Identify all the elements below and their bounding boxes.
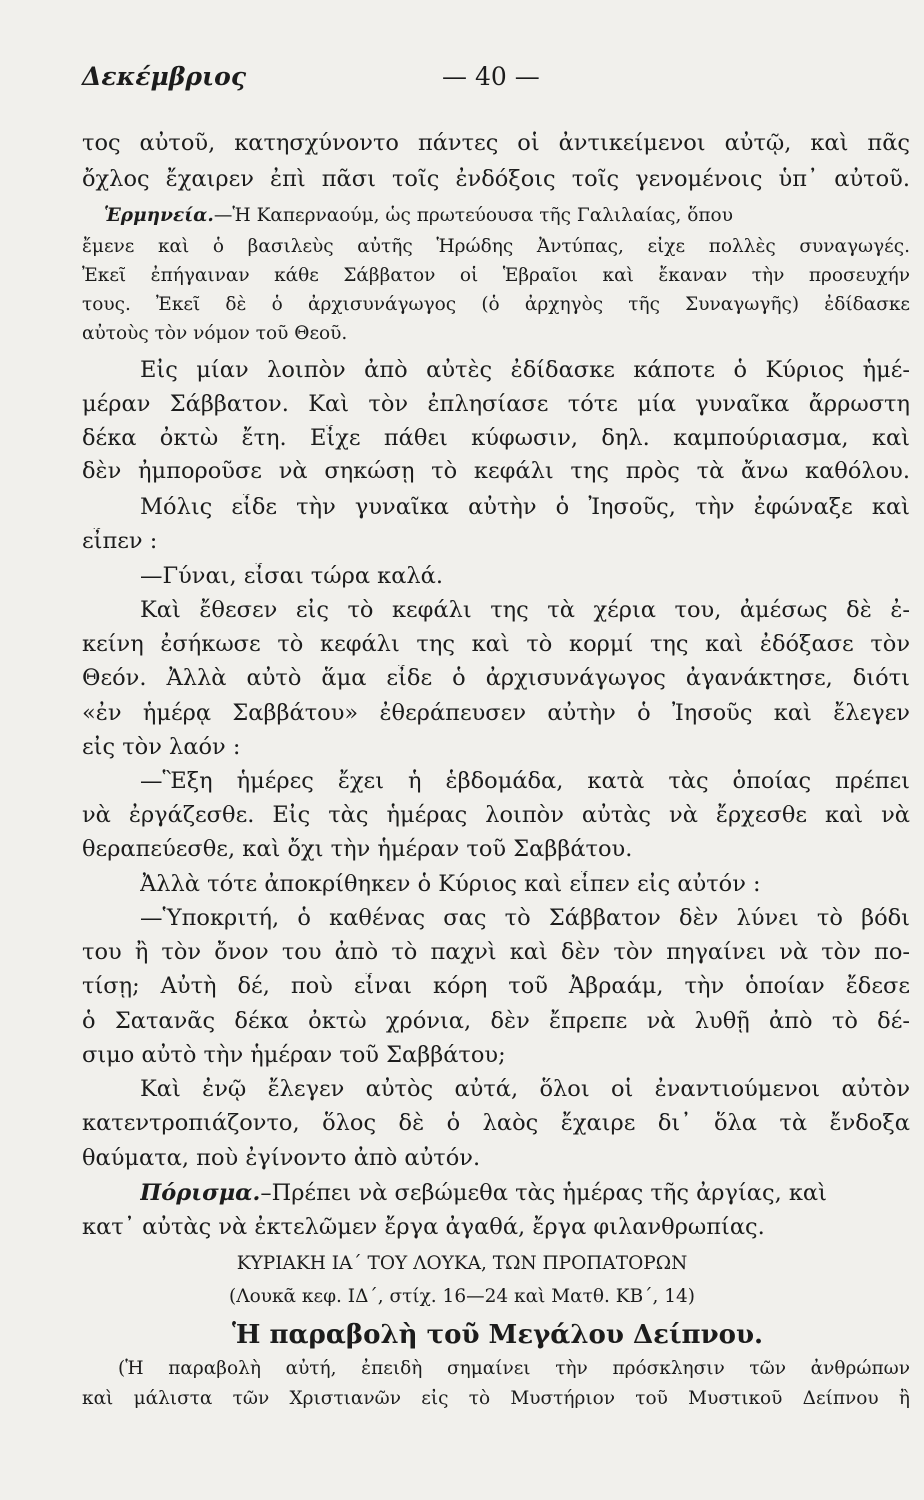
text-line: ἔμενε καὶ ὁ βασιλεὺς αὐτῆς Ἡρώδης Ἀντύπας, εἶχε πολλὲς συναγωγές.	[82, 236, 910, 257]
text-line: μέραν Σάββατον. Καὶ τὸν ἐπλησίασε τότε μία γυναῖκα ἄρρωστη	[82, 391, 910, 417]
text-line: καὶ μάλιστα τῶν Χριστιανῶν εἰς τὸ Μυστήριον τοῦ Μυστικοῦ Δείπνου ἢ	[82, 1388, 910, 1409]
text-line: Καὶ ἐνῷ ἔλεγεν αὐτὸς αὐτά, ὅλοι οἱ ἐναντιούμενοι αὐτὸν	[140, 1076, 910, 1102]
text-line: Μόλις εἶδε τὴν γυναῖκα αὐτὴν ὁ Ἰησοῦς, τὴν ἐφώναξε καὶ	[140, 494, 910, 520]
text-line: ὁ Σατανᾶς δέκα ὀκτὼ χρόνια, δὲν ἔπρεπε νὰ λυθῇ ἀπὸ τὸ δέ-	[82, 1008, 910, 1034]
text-line: εἶπεν :	[82, 528, 158, 554]
commentary-line	[104, 205, 910, 226]
text-line: κατεντροπιάζοντο, ὅλος δὲ ὁ λαὸς ἔχαιρε δι᾽ ὅλα τὰ ἔνδοξα	[82, 1110, 910, 1136]
text-line: δὲν ἠμποροῦσε νὰ σηκώσῃ τὸ κεφάλι της πρὸς τὰ ἄνω καθόλου.	[82, 458, 910, 484]
text-line: «ἐν ἡμέρᾳ Σαββάτου» ἐθεράπευσεν αὐτὴν ὁ Ἰησοῦς καὶ ἔλεγεν	[82, 700, 910, 726]
text-line: αὐτοὺς τὸν νόμον τοῦ Θεοῦ.	[82, 323, 348, 344]
text-line: θαύματα, ποὺ ἐγίνοντο ἀπὸ αὐτόν.	[82, 1145, 481, 1171]
text-line: του ἢ τὸν ὄνον του ἀπὸ τὸ παχνὶ καὶ δὲν τὸν πηγαίνει νὰ τὸν πο-	[82, 939, 910, 965]
text-line: Εἰς μίαν λοιπὸν ἀπὸ αὐτὲς ἐδίδασκε κάποτε ὁ Κύριος ἡμέ-	[140, 357, 910, 383]
text-line: τίσῃ; Αὐτὴ δέ, ποὺ εἶναι κόρη τοῦ Ἀβραάμ, τὴν ὁποίαν ἔδεσε	[82, 973, 910, 999]
text-line: ὄχλος ἔχαιρεν ἐπὶ πᾶσι τοῖς ἐνδόξοις τοῖς γενομένοις ὑπ᾽ αὐτοῦ.	[82, 166, 910, 192]
text-line: δέκα ὀκτὼ ἔτη. Εἶχε πάθει κύφωσιν, δηλ. καμπούριασμα, καὶ	[82, 425, 910, 451]
text-line: θεραπεύεσθε, καὶ ὄχι τὴν ἡμέραν τοῦ Σαββάτου.	[82, 836, 633, 862]
text-line: σιμο αὐτὸ τὴν ἡμέραν τοῦ Σαββάτου;	[82, 1042, 506, 1068]
text-line: κατ᾽ αὐτὰς νὰ ἐκτελῶμεν ἔργα ἀγαθά, ἔργα φιλανθρωπίας.	[82, 1214, 765, 1240]
text-line: τος αὐτοῦ, κατησχύνοντο πάντες οἱ ἀντικείμενοι αὐτῷ, καὶ πᾶς	[82, 130, 910, 156]
porisma-text: –Πρέπει νὰ σεβώμεθα τὰς ἡμέρας τῆς ἀργίας, καὶ	[260, 1180, 827, 1206]
text-line: —Γύναι, εἶσαι τώρα καλά.	[140, 563, 444, 589]
page-number: — 40 —	[442, 62, 540, 91]
text-line: Ἐκεῖ ἐπήγαιναν κάθε Σάββατον οἱ Ἑβραῖοι καὶ ἔκαναν τὴν προσευχήν	[82, 265, 910, 286]
commentary-label: Ἑρμηνεία.	[104, 205, 214, 226]
running-head: Δεκέμβριος	[82, 62, 247, 91]
sunday-heading: ΚΥΡΙΑΚΗ ΙΑ΄ ΤΟΥ ΛΟΥΚΑ, ΤΩΝ ΠΡΟΠΑΤΟΡΩΝ	[236, 1253, 688, 1274]
text-line: Θεόν. Ἀλλὰ αὐτὸ ἅμα εἶδε ὁ ἀρχισυνάγωγος ἀγανάκτησε, διότι	[82, 665, 910, 691]
porisma-line	[140, 1180, 910, 1206]
text-line: νὰ ἐργάζεσθε. Εἰς τὰς ἡμέρας λοιπὸν αὐτὰς νὰ ἔρχεσθε καὶ νὰ	[82, 802, 910, 828]
page-header	[82, 62, 910, 102]
parable-title: Ἡ παραβολὴ τοῦ Μεγάλου Δείπνου.	[232, 1320, 764, 1350]
text-line: εἰς τὸν λαόν :	[82, 734, 241, 760]
text-line: Ἀλλὰ τότε ἀποκρίθηκεν ὁ Κύριος καὶ εἶπεν εἰς αὐτόν :	[140, 871, 761, 897]
scripture-reference: (Λουκᾶ κεφ. ΙΔ΄, στίχ. 16—24 καὶ Ματθ. ΚΒ΄, 14)	[229, 1286, 695, 1307]
porisma-label: Πόρισμα.	[140, 1180, 261, 1206]
text-line: τους. Ἐκεῖ δὲ ὁ ἀρχισυνάγωγος (ὁ ἀρχηγὸς τῆς Συναγωγῆς) ἐδίδασκε	[82, 294, 910, 315]
text-line: —Ἓξη ἡμέρες ἔχει ἡ ἑβδομάδα, κατὰ τὰς ὁποίας πρέπει	[140, 768, 910, 794]
text-line: (Ἡ παραβολὴ αὐτή, ἐπειδὴ σημαίνει τὴν πρόσκλησιν τῶν ἀνθρώπων	[118, 1358, 910, 1379]
text-line: κείνη ἐσήκωσε τὸ κεφάλι της καὶ τὸ κορμί της καὶ ἐδόξασε τὸν	[82, 631, 910, 657]
commentary-text: —Ἡ Καπερναούμ, ὡς πρωτεύουσα τῆς Γαλιλαίας, ὅπου	[213, 205, 733, 226]
text-line: —Ὑποκριτή, ὁ καθένας σας τὸ Σάββατον δὲν λύνει τὸ βόδι	[140, 905, 910, 931]
text-line: Καὶ ἔθεσεν εἰς τὸ κεφάλι της τὰ χέρια του, ἀμέσως δὲ ἐ-	[140, 597, 910, 623]
